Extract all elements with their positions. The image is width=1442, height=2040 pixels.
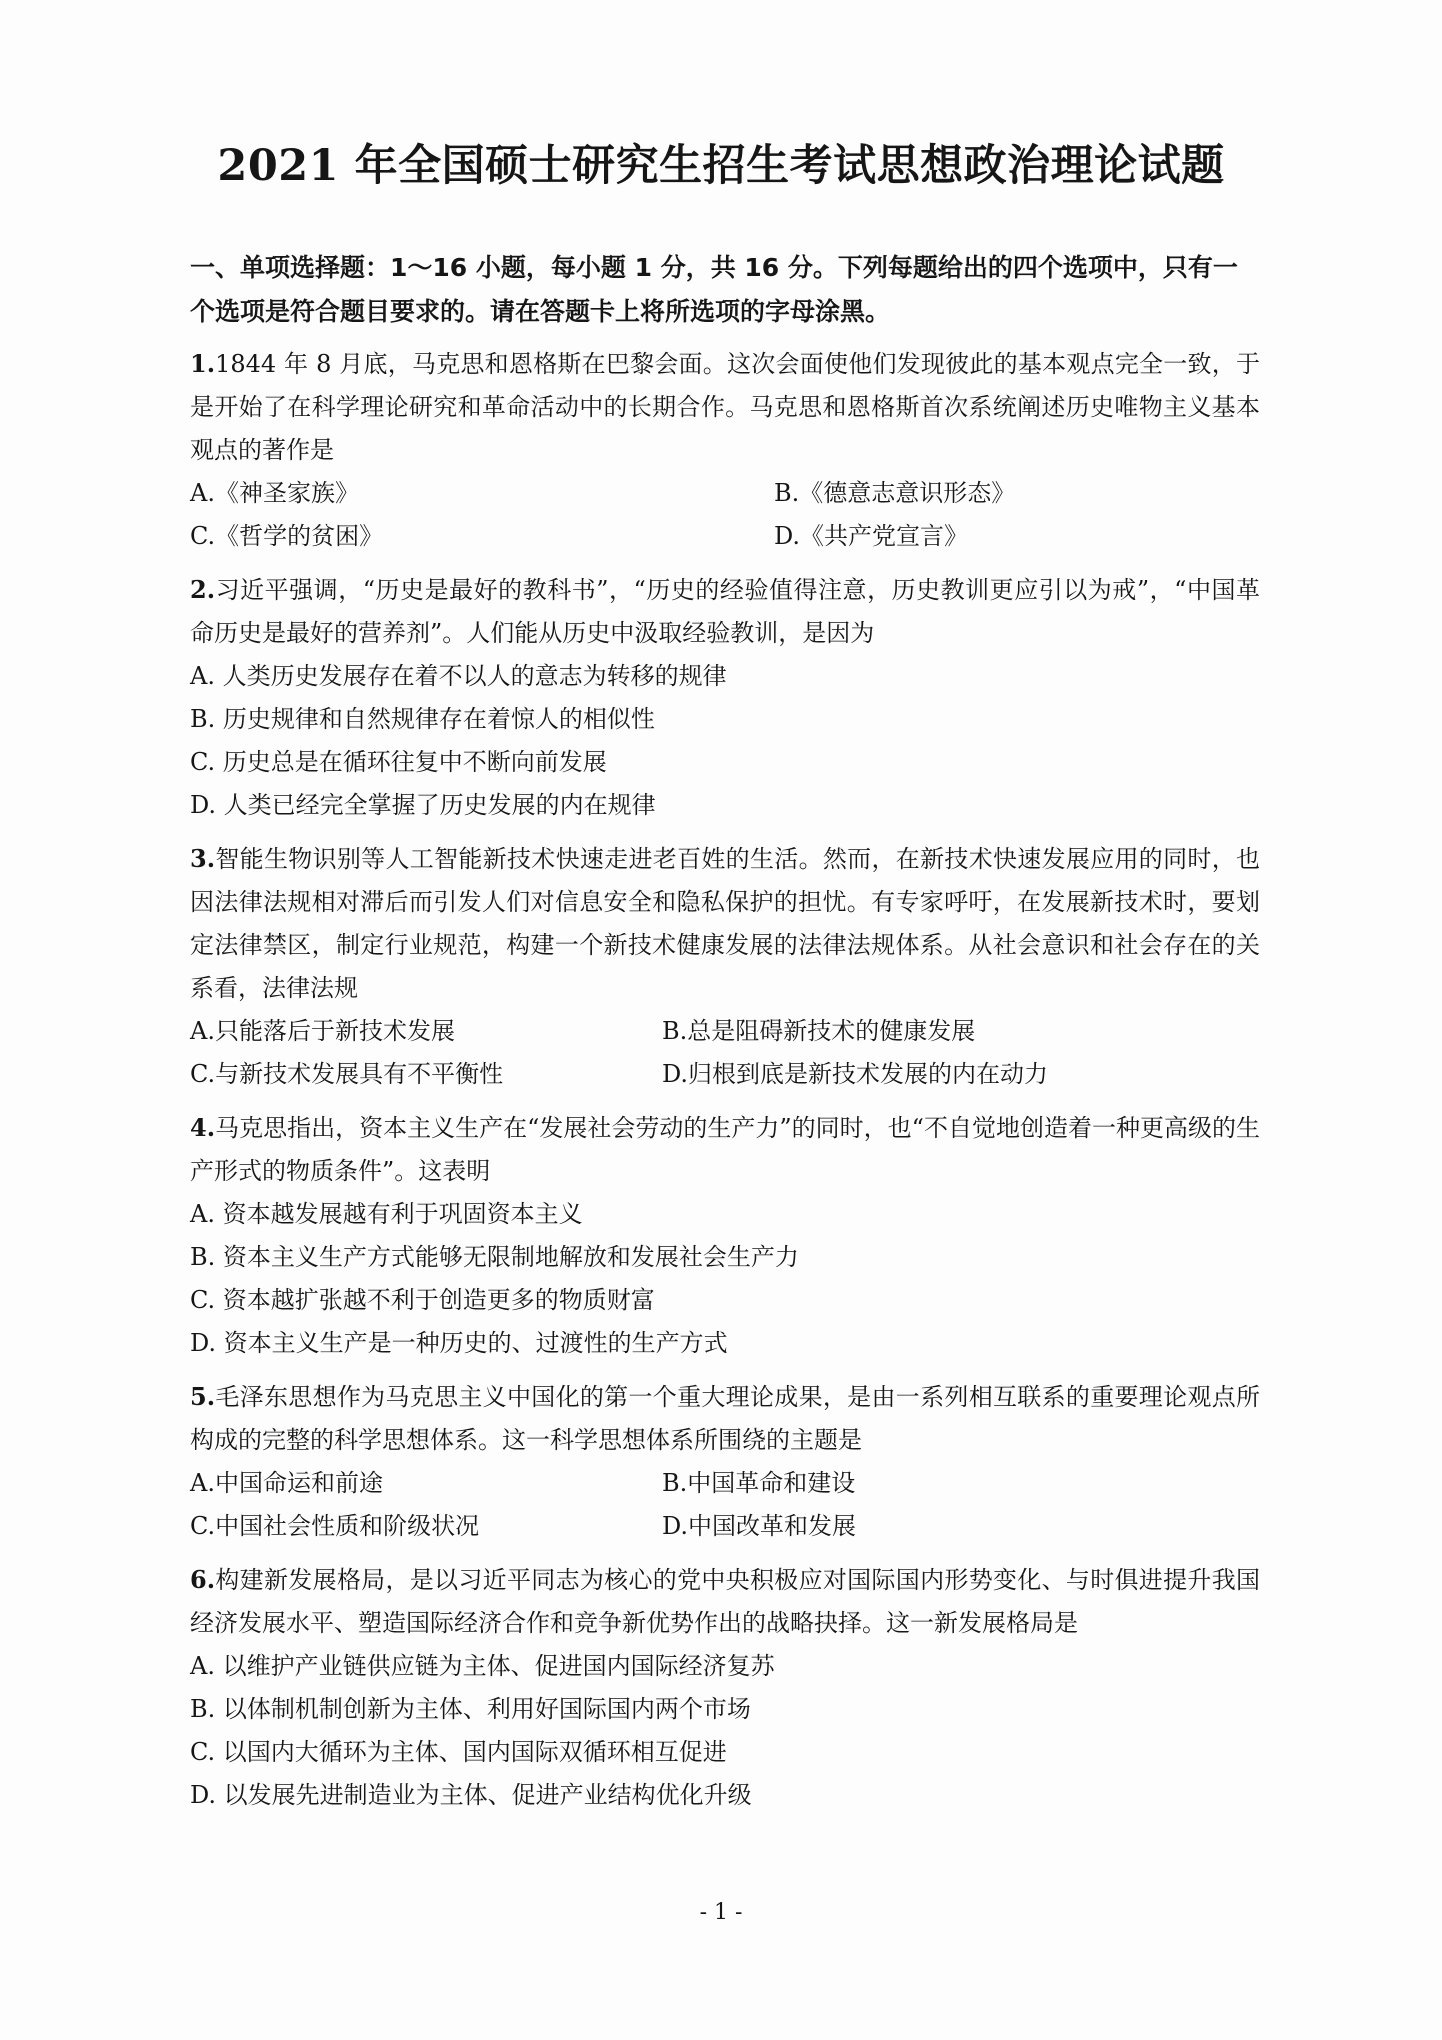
question-number: 5. bbox=[190, 1382, 216, 1411]
question-text: 构建新发展格局，是以习近平同志为核心的党中央积极应对国际国内形势变化、与时俱进提升我国经济发展水平、塑造国际经济合作和竞争新优势作出的战略抉择。这一新发展格局是 bbox=[190, 1566, 1260, 1637]
page-number: - 1 - bbox=[699, 1900, 743, 1925]
question-text: 1844 年 8 月底，马克思和恩格斯在巴黎会面。这次会面使他们发现彼此的基本观点完全一致，于是开始了在科学理论研究和革命活动中的长期合作。马克思和恩格斯首次系统阐述历史唯物主义基本观点的著作是 bbox=[190, 350, 1260, 464]
question-6 bbox=[190, 1558, 1260, 1817]
option-b: B. 以体制机制创新为主体、利用好国际国内两个市场 bbox=[190, 1695, 751, 1723]
option-a: A. 资本越发展越有利于巩固资本主义 bbox=[190, 1200, 583, 1228]
question-text: 毛泽东思想作为马克思主义中国化的第一个重大理论成果，是由一系列相互联系的重要理论观点所构成的完整的科学思想体系。这一科学思想体系所围绕的主题是 bbox=[190, 1383, 1260, 1454]
question-1 bbox=[190, 342, 1260, 558]
options bbox=[190, 1193, 1260, 1365]
option-d: D. 资本主义生产是一种历史的、过渡性的生产方式 bbox=[190, 1329, 728, 1357]
option-b: B. 资本主义生产方式能够无限制地解放和发展社会生产力 bbox=[190, 1243, 799, 1271]
options bbox=[190, 1010, 1260, 1096]
option-d: D.归根到底是新技术发展的内在动力 bbox=[662, 1060, 1049, 1088]
question-number: 3. bbox=[190, 844, 216, 873]
question-number: 2. bbox=[190, 575, 216, 604]
question-stem bbox=[190, 837, 1260, 1010]
option-b: B.中国革命和建设 bbox=[662, 1469, 856, 1497]
option-c: C. 资本越扩张越不利于创造更多的物质财富 bbox=[190, 1286, 655, 1314]
option-a: A. 以维护产业链供应链为主体、促进国内国际经济复苏 bbox=[190, 1652, 775, 1680]
question-stem bbox=[190, 1558, 1260, 1645]
option-d: D.《共产党宣言》 bbox=[774, 522, 969, 550]
question-stem bbox=[190, 568, 1260, 655]
question-stem bbox=[190, 342, 1260, 472]
question-text: 智能生物识别等人工智能新技术快速走进老百姓的生活。然而，在新技术快速发展应用的同时，也因法律法规相对滞后而引发人们对信息安全和隐私保护的担忧。有专家呼吁，在发展新技术时，要划定法律禁区，制定行业规范，构建一个新技术健康发展的法律法规体系。从社会意识和社会存在的关系看，法律法规 bbox=[190, 845, 1260, 1002]
option-a: A.只能落后于新技术发展 bbox=[190, 1017, 455, 1045]
question-5 bbox=[190, 1375, 1260, 1548]
option-b: B.《德意志意识形态》 bbox=[774, 479, 1016, 507]
section-instructions: 一、单项选择题：1～16 小题，每小题 1 分，共 16 分。下列每题给出的四个选项中，只有一个选项是符合题目要求的。请在答题卡上将所选项的字母涂黑。 bbox=[190, 253, 1238, 326]
option-c: C.《哲学的贫困》 bbox=[190, 522, 384, 550]
option-d: D.中国改革和发展 bbox=[662, 1512, 857, 1540]
question-text: 习近平强调，“历史是最好的教科书”，“历史的经验值得注意，历史教训更应引以为戒”，“中国革命历史是最好的营养剂”。人们能从历史中汲取经验教训，是因为 bbox=[190, 576, 1260, 647]
question-number: 6. bbox=[190, 1565, 216, 1594]
option-c: C. 以国内大循环为主体、国内国际双循环相互促进 bbox=[190, 1738, 727, 1766]
option-b: B.总是阻碍新技术的健康发展 bbox=[662, 1017, 976, 1045]
question-stem bbox=[190, 1106, 1260, 1193]
options bbox=[190, 1462, 1260, 1548]
option-d: D. 人类已经完全掌握了历史发展的内在规律 bbox=[190, 791, 656, 819]
question-number: 1. bbox=[190, 349, 216, 378]
options bbox=[190, 1645, 1260, 1817]
option-c: C. 历史总是在循环往复中不断向前发展 bbox=[190, 748, 607, 776]
option-a: A. 人类历史发展存在着不以人的意志为转移的规律 bbox=[190, 662, 727, 690]
option-d: D. 以发展先进制造业为主体、促进产业结构优化升级 bbox=[190, 1781, 752, 1809]
question-3 bbox=[190, 837, 1260, 1096]
option-a: A.中国命运和前途 bbox=[190, 1469, 383, 1497]
option-b: B. 历史规律和自然规律存在着惊人的相似性 bbox=[190, 705, 655, 733]
question-text: 马克思指出，资本主义生产在“发展社会劳动的生产力”的同时，也“不自觉地创造着一种更高级的生产形式的物质条件”。这表明 bbox=[190, 1114, 1260, 1185]
option-c: C.与新技术发展具有不平衡性 bbox=[190, 1060, 504, 1088]
option-a: A.《神圣家族》 bbox=[190, 479, 359, 507]
options bbox=[190, 472, 1260, 558]
question-2 bbox=[190, 568, 1260, 827]
question-stem bbox=[190, 1375, 1260, 1462]
option-c: C.中国社会性质和阶级状况 bbox=[190, 1512, 480, 1540]
exam-title: 2021 年全国硕士研究生招生考试思想政治理论试题 bbox=[217, 141, 1225, 191]
question-number: 4. bbox=[190, 1113, 216, 1142]
question-4 bbox=[190, 1106, 1260, 1365]
exam-content bbox=[190, 246, 1260, 1827]
options bbox=[190, 655, 1260, 827]
